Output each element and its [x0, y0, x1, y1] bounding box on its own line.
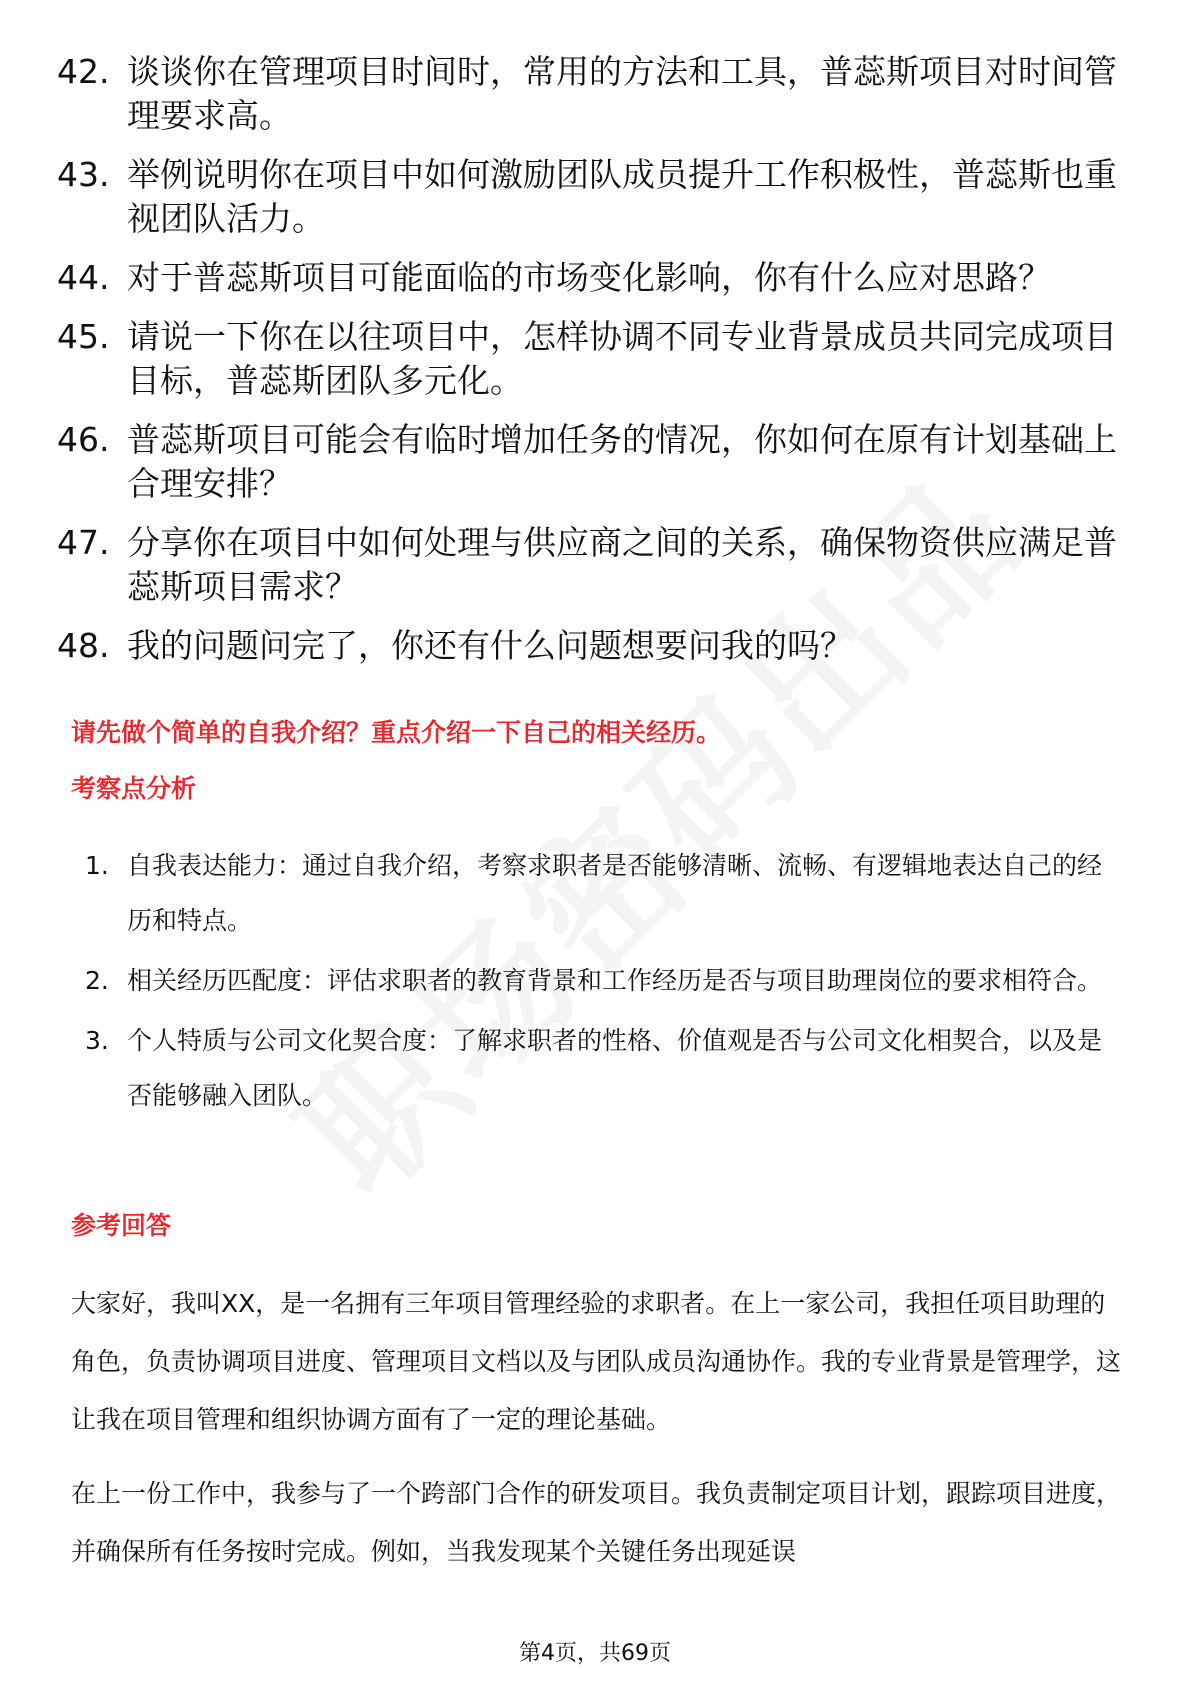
list-item — [57, 418, 1117, 506]
question-number: 43. — [57, 155, 110, 194]
answer-paragraph: 在上一份工作中，我参与了一个跨部门合作的研发项目。我负责制定项目计划，跟踪项目进度，并确保所有任务按时完成。例如，当我发现某个关键任务出现延误 — [71, 1479, 1122, 1566]
list-item — [57, 624, 1117, 668]
analysis-heading: 考察点分析 — [71, 774, 197, 803]
point-number: 2. — [85, 966, 109, 995]
point-text: 自我表达能力：通过自我介绍，考察求职者是否能够清晰、流畅、有逻辑地表达自己的经历和特点。 — [127, 851, 1103, 935]
question-text: 我的问题问完了，你还有什么问题想要问我的吗？ — [127, 626, 853, 665]
list-item — [57, 50, 1117, 138]
interview-question-heading: 请先做个简单的自我介绍？重点介绍一下自己的相关经历。 — [71, 718, 722, 747]
point-number: 1. — [85, 851, 109, 880]
question-number: 45. — [57, 317, 110, 356]
list-item — [85, 1013, 1115, 1123]
answer-heading: 参考回答 — [71, 1211, 172, 1240]
question-number: 48. — [57, 626, 110, 665]
question-text: 谈谈你在管理项目时间时，常用的方法和工具，普蕊斯项目对时间管理要求高。 — [127, 52, 1117, 135]
list-item — [57, 153, 1117, 241]
answer-paragraph: 大家好，我叫XX，是一名拥有三年项目管理经验的求职者。在上一家公司，我担任项目助理的角色，负责协调项目进度、管理项目文档以及与团队成员沟通协作。我的专业背景是管理学，这让我在项目管理和组织协调方面有了一定的理论基础。 — [71, 1289, 1122, 1434]
question-text: 对于普蕊斯项目可能面临的市场变化影响，你有什么应对思路？ — [127, 258, 1051, 297]
list-item — [85, 953, 1115, 1008]
question-text: 举例说明你在项目中如何激励团队成员提升工作积极性，普蕊斯也重视团队活力。 — [127, 155, 1117, 238]
question-text: 普蕊斯项目可能会有临时增加任务的情况，你如何在原有计划基础上合理安排？ — [127, 420, 1117, 503]
page-footer: 第4页，共69页 — [519, 1641, 671, 1666]
question-list — [57, 50, 1117, 683]
point-text: 相关经历匹配度：评估求职者的教育背景和工作经历是否与项目助理岗位的要求相符合。 — [127, 966, 1103, 995]
point-number: 3. — [85, 1026, 109, 1055]
analysis-point-list — [85, 838, 1115, 1128]
list-item — [57, 256, 1117, 300]
question-number: 47. — [57, 523, 110, 562]
list-item — [85, 838, 1115, 948]
question-text: 请说一下你在以往项目中，怎样协调不同专业背景成员共同完成项目目标，普蕊斯团队多元化。 — [127, 317, 1117, 400]
point-text: 个人特质与公司文化契合度：了解求职者的性格、价值观是否与公司文化相契合，以及是否能够融入团队。 — [127, 1026, 1103, 1110]
question-text: 分享你在项目中如何处理与供应商之间的关系，确保物资供应满足普蕊斯项目需求？ — [127, 523, 1117, 606]
question-number: 46. — [57, 420, 110, 459]
question-number: 42. — [57, 52, 110, 91]
list-item — [57, 521, 1117, 609]
list-item — [57, 315, 1117, 403]
question-number: 44. — [57, 258, 110, 297]
